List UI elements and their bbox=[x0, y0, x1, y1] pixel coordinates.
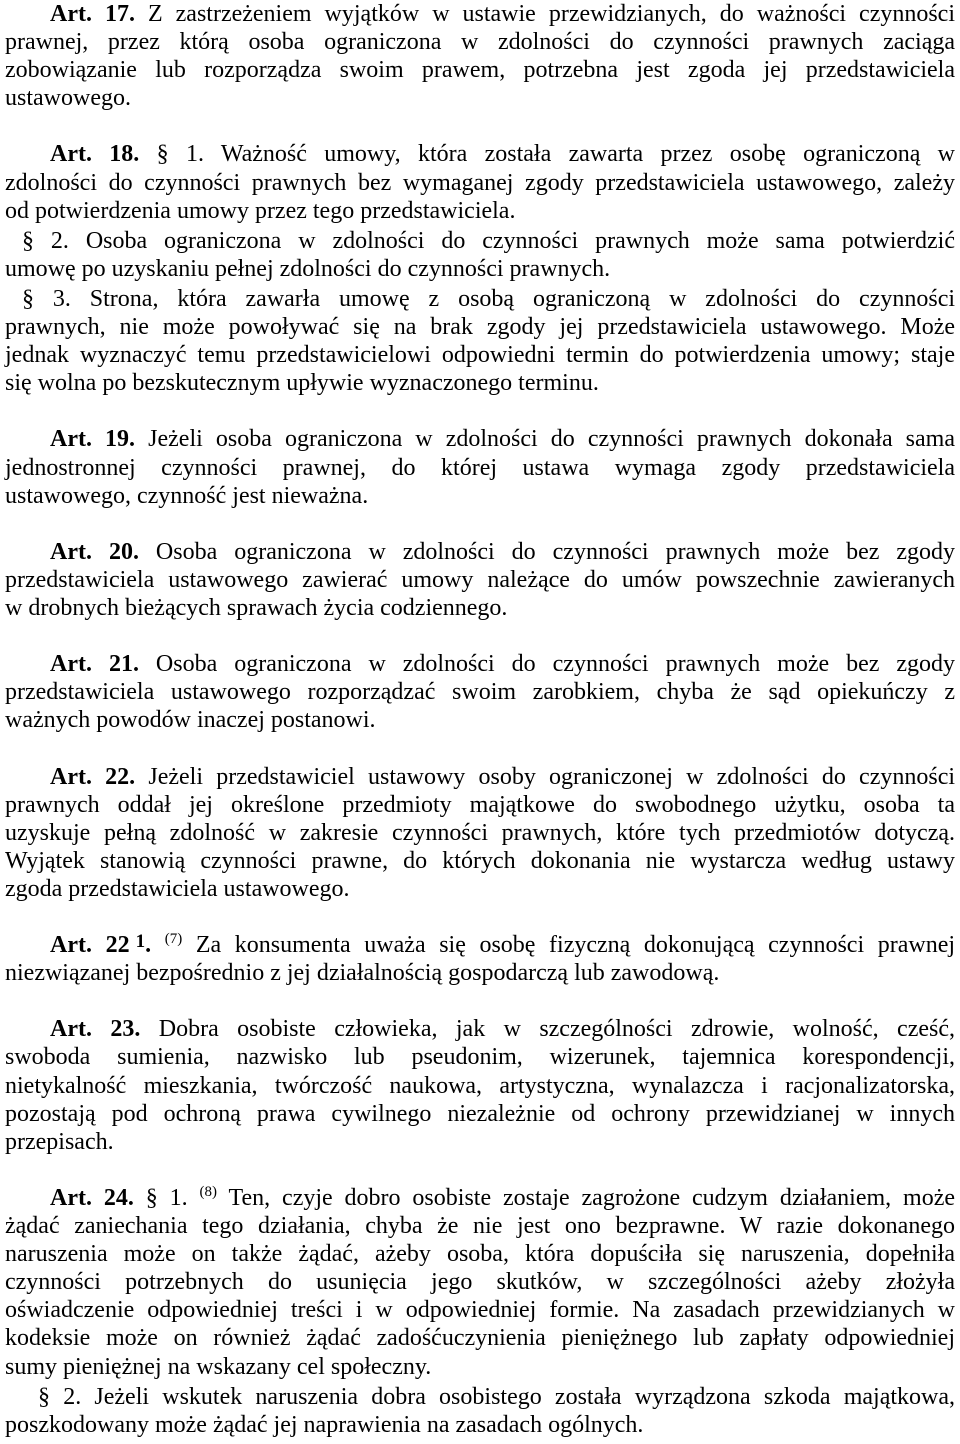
section-mark: § 1. bbox=[156, 141, 204, 168]
text-line: zobowiązanie lub rozporządza swoim prawem, potrzebna jest zgoda jej przedstawiciela bbox=[5, 57, 955, 84]
text-line: ważnych powodów inaczej postanowi. bbox=[5, 707, 376, 734]
article-label: Art. 19. bbox=[50, 426, 136, 453]
text-line: poszkodowany może żądać jej naprawienia na zasadach ogólnych. bbox=[5, 1411, 644, 1438]
text-line-content: Ważność umowy, która została zawarta przez osobę ograniczoną w bbox=[220, 141, 956, 168]
text-line: prawnej, przez którą osoba ograniczona w zdolności do czynności prawnych zaciąga bbox=[5, 29, 955, 56]
text-line-content: Jeżeli przedstawiciel ustawowy osoby ograniczonej w zdolności do czynności bbox=[148, 763, 956, 790]
text-line: naruszenia może on także żądać, ażeby osoba, która dopuściła się naruszenia, dopełniła bbox=[5, 1241, 955, 1268]
text-line-content: Jeżeli wskutek naruszenia dobra osobistego została wyrządzona szkoda majątkowa, bbox=[94, 1383, 956, 1410]
text-line bbox=[5, 285, 955, 313]
article-20 bbox=[5, 538, 955, 622]
article-18 bbox=[5, 140, 955, 397]
text-line-content: Jeżeli osoba ograniczona w zdolności do czynności prawnych dokonała sama bbox=[148, 426, 955, 453]
article-paragraph bbox=[5, 931, 955, 987]
article-22-1 bbox=[5, 931, 955, 987]
text-line bbox=[5, 1383, 955, 1411]
article-paragraph bbox=[5, 0, 955, 112]
text-line-content: Strona, która zawarła umowę z osobą ograniczoną w zdolności do czynności bbox=[89, 285, 956, 312]
article-paragraph bbox=[5, 650, 955, 734]
text-line bbox=[5, 538, 955, 566]
text-line-content: Z zastrzeżeniem wyjątków w ustawie przewidzianych, do ważności czynności bbox=[147, 1, 956, 27]
article-label: Art. 17. bbox=[50, 1, 135, 27]
article-paragraph bbox=[5, 425, 955, 509]
article-label bbox=[50, 932, 151, 958]
text-line: w drobnych bieżących sprawach życia codziennego. bbox=[5, 594, 508, 621]
text-line: przedstawiciela ustawowego rozporządzać swoim zarobkiem, chyba że sąd opiekuńczy z bbox=[5, 679, 955, 706]
article-21 bbox=[5, 650, 955, 734]
text-line: umowę po uzyskaniu pełnej zdolności do czynności prawnych. bbox=[5, 255, 611, 282]
article-19 bbox=[5, 425, 955, 509]
section-mark: § 3. bbox=[22, 285, 71, 312]
text-line: niezwiązanej bezpośrednio z jej działalnością gospodarczą lub zawodową. bbox=[5, 960, 720, 987]
section-mark: § 1. bbox=[145, 1184, 188, 1211]
article-label-main: Art. 22 bbox=[50, 932, 130, 959]
document-page bbox=[5, 0, 955, 1439]
text-line: nietykalność mieszkania, twórczość naukowa, artystyczna, wynalazcza i racjonalizatorska, bbox=[5, 1072, 955, 1099]
article-label: Art. 23. bbox=[50, 1016, 141, 1043]
text-line: ustawowego. bbox=[5, 85, 131, 112]
article-paragraph bbox=[5, 538, 955, 622]
text-line bbox=[5, 140, 955, 168]
article-label: Art. 20. bbox=[50, 538, 139, 565]
text-line: od potwierdzenia umowy przez tego przedstawiciela. bbox=[5, 197, 516, 224]
footnote-ref: (8) bbox=[199, 1183, 218, 1200]
text-line-content: Ten, czyje dobro osobiste zostaje zagrożone cudzym działaniem, może bbox=[228, 1184, 956, 1211]
text-line-content: Dobra osobiste człowieka, jak w szczególności zdrowie, wolność, cześć, bbox=[158, 1016, 956, 1043]
text-line bbox=[5, 931, 955, 959]
text-line: jednostronnej czynności prawnej, do której ustawa wymaga zgody przedstawiciela bbox=[5, 454, 955, 481]
text-line: sumy pieniężnej na wskazany cel społeczny. bbox=[5, 1353, 432, 1380]
article-paragraph bbox=[5, 1383, 955, 1439]
article-17 bbox=[5, 0, 955, 112]
section-mark: § 2. bbox=[38, 1383, 82, 1410]
article-paragraph bbox=[5, 1184, 955, 1381]
article-label-superscript: 1 bbox=[135, 931, 146, 953]
article-paragraph bbox=[5, 763, 955, 903]
text-line: kodeksie może on również żądać zadośćuczynienia pieniężnego lub zapłaty odpowiedniej bbox=[5, 1325, 955, 1352]
article-label: Art. 21. bbox=[50, 651, 139, 678]
text-line-content: Osoba ograniczona w zdolności do czynności prawnych może bez zgody bbox=[155, 651, 956, 678]
text-line bbox=[5, 1184, 955, 1212]
text-line: żądać zaniechania tego działania, chyba że nie jest ono bezprawne. W razie dokonanego bbox=[5, 1213, 955, 1240]
article-22 bbox=[5, 763, 955, 903]
text-line bbox=[5, 763, 955, 791]
text-line: czynności potrzebnych do usunięcia jego skutków, w szczególności ażeby złożyła bbox=[5, 1269, 955, 1296]
text-line: swoboda sumienia, nazwisko lub pseudonim, wizerunek, tajemnica korespondencji, bbox=[5, 1044, 955, 1071]
text-line: zgoda przedstawiciela ustawowego. bbox=[5, 875, 350, 902]
text-line-content: Za konsumenta uważa się osobę fizyczną dokonującą czynności prawnej bbox=[195, 932, 956, 959]
text-line: prawnych oddał jej określone przedmioty majątkowe do swobodnego użytku, osoba ta bbox=[5, 791, 955, 818]
text-line: jednak wyznaczyć temu przedstawicielowi odpowiedni termin do potwierdzenia umowy; staje bbox=[5, 342, 955, 369]
article-label: Art. 22. bbox=[50, 763, 136, 790]
text-line: ustawowego, czynność jest nieważna. bbox=[5, 482, 369, 509]
article-label: Art. 24. bbox=[50, 1184, 134, 1211]
text-line: pozostają pod ochroną prawa cywilnego niezależnie od ochrony przewidzianej w innych bbox=[5, 1100, 955, 1127]
article-paragraph bbox=[5, 1015, 955, 1155]
footnote-ref: (7) bbox=[164, 931, 183, 948]
text-line: przedstawiciela ustawowego zawierać umowy należące do umów powszechnie zawieranych bbox=[5, 566, 955, 593]
text-line bbox=[5, 425, 955, 453]
text-line bbox=[5, 227, 955, 255]
text-line: uzyskuje pełną zdolność w zakresie czynności prawnych, które tych przedmiotów dotyczą. bbox=[5, 819, 955, 846]
article-24 bbox=[5, 1184, 955, 1439]
text-line: oświadczenie odpowiedniej treści i w odpowiedniej formie. Na zasadach przewidzianych w bbox=[5, 1297, 955, 1324]
text-line: się wolna po bezskutecznym upływie wyznaczonego terminu. bbox=[5, 370, 599, 397]
text-line bbox=[5, 650, 955, 678]
text-line: Wyjątek stanowią czynności prawne, do których dokonania nie wystarcza według ustawy bbox=[5, 847, 955, 874]
section-mark: § 2. bbox=[22, 227, 69, 254]
article-label-end: . bbox=[145, 932, 152, 959]
text-line: zdolności do czynności prawnych bez wymaganej zgody przedstawiciela ustawowego, zależy bbox=[5, 169, 955, 196]
article-label: Art. 18. bbox=[50, 141, 140, 168]
text-line-content: Osoba ograniczona w zdolności do czynności prawnych może sama potwierdzić bbox=[85, 227, 956, 254]
article-paragraph bbox=[5, 140, 955, 224]
text-line: przepisach. bbox=[5, 1128, 114, 1155]
text-line: prawnych, nie może powoływać się na brak zgody jej przedstawiciela ustawowego. Może bbox=[5, 314, 955, 341]
article-23 bbox=[5, 1015, 955, 1155]
text-line bbox=[5, 0, 955, 28]
article-paragraph bbox=[5, 227, 955, 283]
text-line-content: Osoba ograniczona w zdolności do czynności prawnych może bez zgody bbox=[155, 538, 956, 565]
article-paragraph bbox=[5, 285, 955, 397]
text-line bbox=[5, 1015, 955, 1043]
